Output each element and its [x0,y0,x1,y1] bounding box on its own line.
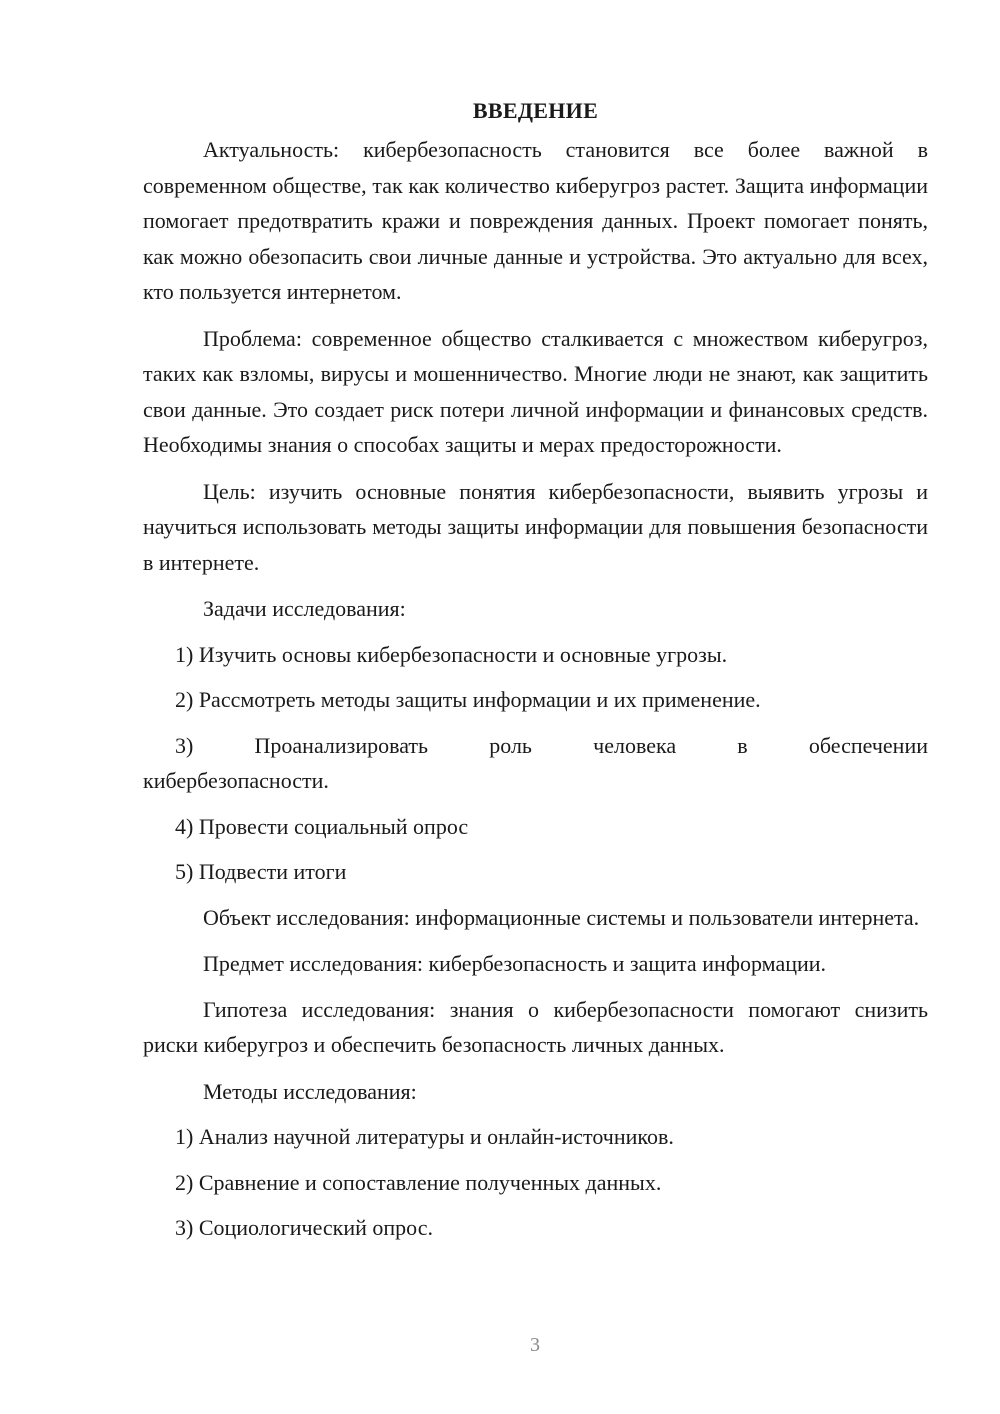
method-item-3: 3) Социологический опрос. [175,1215,433,1240]
method-item-2: 2) Сравнение и сопоставление полученных данных. [175,1169,662,1195]
problem-paragraph: Проблема: современное общество сталкивается с множеством киберугроз, таких как взломы, вирусы и мошенничество. Многие люди не знают, как защитить свои данные. Это создает риск потери личной информации и финансовых средств. Необходимы знания о способах защиты и мерах предосторожности. [143,325,928,457]
page-number: 3 [530,1334,540,1356]
document-page [143,96,928,1256]
methods-title: Методы исследования: [203,1078,417,1104]
task-item-2: 2) Рассмотреть методы защиты информации и их применение. [175,687,761,712]
goal-paragraph: Цель: изучить основные понятия кибербезопасности, выявить угрозы и научиться использовать методы защиты информации для повышения безопасности в интернете. [143,478,928,575]
task-item-4: 4) Провести социальный опрос [175,813,469,839]
subject-paragraph: Предмет исследования: кибербезопасность и защита информации. [203,951,827,976]
hypothesis-paragraph: Гипотеза исследования: знания о кибербезопасности помогают снизить риски киберугроз и обеспечить безопасность личных данных. [143,996,928,1057]
tasks-title: Задачи исследования: [203,596,406,621]
task-item-3: 3) Проанализировать роль человека в обеспечении кибербезопасности. [143,732,928,793]
method-item-1: 1) Анализ научной литературы и онлайн-источников. [175,1124,674,1149]
relevance-paragraph: Актуальность: кибербезопасность становится все более важной в современном обществе, так как количество киберугроз растет. Защита информации помогает предотвратить кражи и повреждения данных. Проект помогает понять, как можно обезопасить свои личные данные и устройства. Это актуально для всех, кто пользуется интернетом. [143,137,928,304]
object-paragraph: Объект исследования: информационные системы и пользователи интернета. [203,904,920,930]
page-title: ВВЕДЕНИЕ [472,98,599,123]
task-item-5: 5) Подвести итоги [175,859,347,884]
task-item-1: 1) Изучить основы кибербезопасности и основные угрозы. [175,641,728,667]
